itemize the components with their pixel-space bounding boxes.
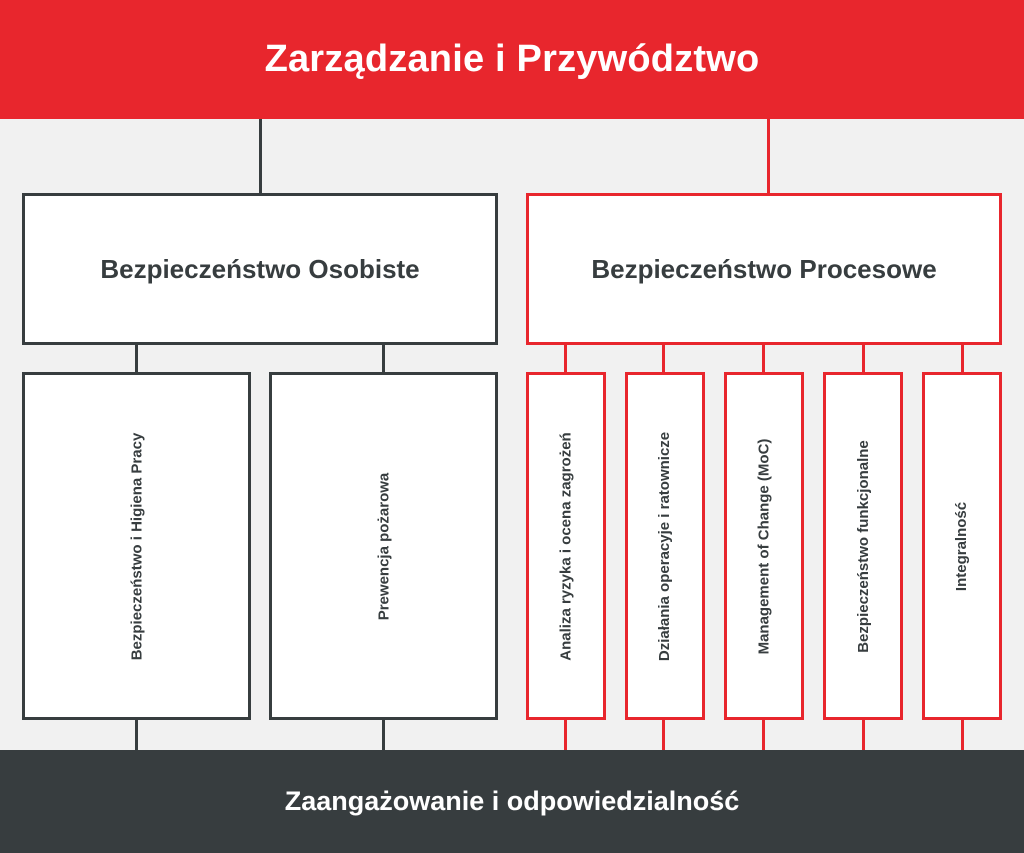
process-item-label: Działania operacyje i ratownicze (656, 431, 674, 661)
connector-line (135, 720, 138, 750)
top-banner (0, 0, 1024, 119)
bottom-banner-title: Zaangażowanie i odpowiedzialność (284, 786, 740, 816)
process-item (724, 372, 804, 720)
process-item (823, 372, 903, 720)
bottom-banner (0, 750, 1024, 853)
connector-line (564, 345, 567, 372)
personal-item-label: Prewencja pożarowa (375, 472, 392, 620)
connector-line (135, 345, 138, 372)
personal-item (269, 372, 498, 720)
process-item-label: Management of Change (MoC) (755, 438, 773, 654)
connector-line (382, 720, 385, 750)
pillar-process-safety-title: Bezpieczeństwo Procesowe (591, 253, 937, 284)
personal-item (22, 372, 251, 720)
process-item (922, 372, 1002, 720)
connector-line (259, 119, 262, 193)
connector-line (961, 345, 964, 372)
personal-item-label: Bezpieczeństwo i Higiena Pracy (128, 432, 146, 660)
connector-line (382, 345, 385, 372)
connector-line (564, 720, 567, 750)
connector-line (662, 345, 665, 372)
top-banner-title: Zarządzanie i Przywództwo (264, 38, 760, 80)
pillar-process-safety (526, 193, 1002, 345)
pillar-personal-safety-title: Bezpieczeństwo Osobiste (100, 253, 420, 284)
process-item (625, 372, 705, 720)
connector-line (762, 720, 765, 750)
connector-line (961, 720, 964, 750)
pillar-personal-safety (22, 193, 498, 345)
connector-line (762, 345, 765, 372)
connector-line (862, 720, 865, 750)
process-item-label: Analiza ryzyka i ocena zagrożeń (557, 431, 575, 661)
process-item-label: Bezpieczeństwo funkcjonalne (854, 439, 872, 653)
connector-line (767, 119, 770, 193)
connector-line (662, 720, 665, 750)
connector-line (862, 345, 865, 372)
process-item (526, 372, 606, 720)
process-item-label: Integralność (953, 501, 971, 591)
